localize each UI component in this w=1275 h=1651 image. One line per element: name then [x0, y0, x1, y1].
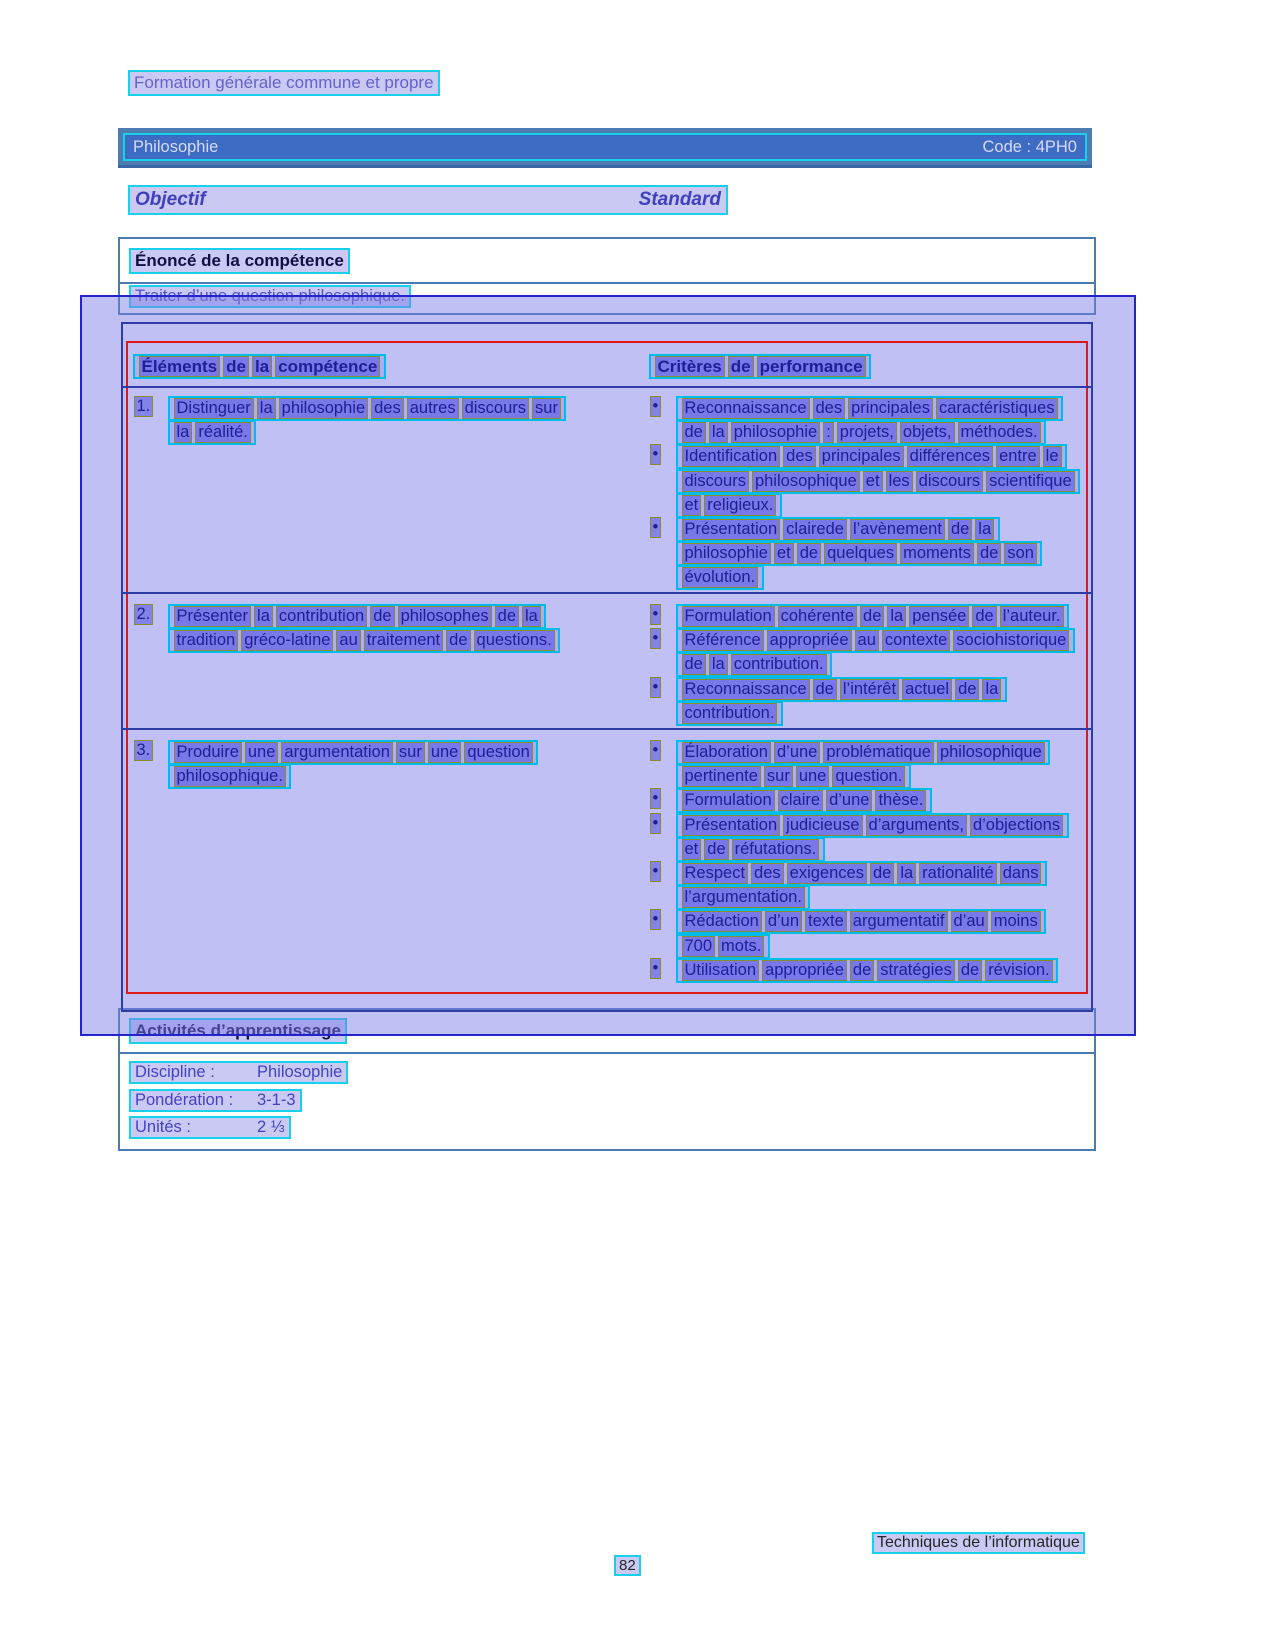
text-line	[620, 861, 1091, 885]
criterion-bullet: •	[650, 813, 662, 834]
word-highlight: philosophique	[937, 742, 1045, 763]
word-highlight: Élaboration	[682, 742, 771, 763]
course-header-bar	[118, 128, 1092, 168]
word-highlight: sur	[764, 766, 793, 787]
text-line	[132, 764, 620, 788]
word-highlight: entre	[996, 446, 1040, 467]
word-highlight: argumentation	[281, 742, 393, 763]
word-highlight: le	[1043, 446, 1062, 467]
word-highlight: la	[709, 654, 728, 675]
word-highlight: discours	[462, 398, 529, 419]
line-highlight	[168, 628, 560, 653]
activite-label: Unités :	[135, 1118, 191, 1136]
word-highlight: Formulation	[682, 606, 775, 627]
word-highlight: Présentation	[682, 519, 781, 540]
course-header-highlight	[123, 133, 1087, 161]
word-highlight: actuel	[902, 679, 952, 700]
text-line	[620, 813, 1091, 837]
word-highlight: la	[252, 356, 272, 377]
activites-header: Activités d’apprentissage	[129, 1018, 347, 1044]
word-highlight: sur	[396, 742, 425, 763]
word-highlight: Identification	[682, 446, 781, 467]
word-highlight: Formulation	[682, 790, 775, 811]
word-highlight: contexte	[882, 630, 950, 651]
word-highlight: de	[850, 960, 874, 981]
word-highlight: la	[709, 422, 728, 443]
line-highlight	[676, 469, 1080, 494]
word-highlight: question	[464, 742, 532, 763]
line-highlight	[676, 420, 1046, 445]
word-highlight: religieux.	[704, 495, 776, 516]
objectif-standard-row	[128, 185, 728, 215]
row-separator	[123, 386, 1091, 388]
criterion-bullet: •	[650, 909, 662, 930]
row-separator	[123, 728, 1091, 730]
line-highlight	[676, 541, 1042, 566]
word-highlight: philosophes	[398, 606, 492, 627]
word-highlight: la	[522, 606, 541, 627]
line-highlight	[676, 861, 1047, 886]
activite-label: Pondération :	[135, 1090, 234, 1109]
competence-row	[123, 396, 1091, 590]
criterion-bullet: •	[650, 517, 662, 538]
word-highlight: réfutations.	[732, 839, 820, 860]
word-highlight: projets,	[837, 422, 897, 443]
line-highlight	[676, 604, 1069, 629]
word-highlight: philosophique.	[174, 766, 286, 787]
text-line	[620, 740, 1091, 764]
activite-item	[129, 1089, 1094, 1117]
word-highlight: la	[975, 519, 994, 540]
word-highlight: et	[682, 495, 702, 516]
line-highlight	[168, 396, 566, 421]
line-highlight	[676, 885, 810, 910]
word-highlight: au	[855, 630, 879, 651]
line-highlight	[676, 444, 1067, 469]
criterion-bullet: •	[650, 958, 662, 979]
text-line	[620, 958, 1091, 982]
word-highlight: 700	[682, 936, 716, 957]
word-highlight: contribution	[276, 606, 367, 627]
word-highlight: scientifique	[986, 471, 1075, 492]
word-highlight: moins	[991, 911, 1041, 932]
word-highlight: l’intérêt	[840, 679, 899, 700]
word-highlight: principales	[819, 446, 904, 467]
word-highlight: Référence	[682, 630, 764, 651]
criteria-cell	[620, 396, 1091, 590]
activite-highlight	[129, 1116, 291, 1139]
word-highlight: caractéristiques	[936, 398, 1058, 419]
line-highlight	[649, 354, 871, 379]
element-number: 1.	[134, 396, 154, 417]
word-highlight: et	[682, 839, 702, 860]
word-highlight: de	[870, 863, 894, 884]
word-highlight: principales	[848, 398, 933, 419]
line-highlight	[676, 837, 825, 862]
criterion-bullet: •	[650, 628, 662, 649]
word-highlight: question.	[832, 766, 905, 787]
element-cell	[123, 396, 620, 590]
text-line	[132, 740, 620, 764]
word-highlight: de	[370, 606, 394, 627]
word-highlight: d’au	[951, 911, 988, 932]
word-highlight: la	[887, 606, 906, 627]
word-highlight: des	[751, 863, 784, 884]
word-highlight: performance	[757, 356, 866, 377]
word-highlight: des	[783, 446, 816, 467]
criterion-bullet: •	[650, 861, 662, 882]
word-highlight: clairede	[783, 519, 847, 540]
word-highlight: exigences	[787, 863, 867, 884]
line-highlight	[676, 909, 1046, 934]
text-line	[620, 420, 1091, 444]
line-highlight	[676, 677, 1007, 702]
text-line	[132, 628, 620, 652]
activite-label: Discipline :	[135, 1063, 215, 1081]
standard-label: Standard	[638, 189, 721, 210]
word-highlight: de	[860, 606, 884, 627]
line-highlight	[676, 788, 932, 813]
word-highlight: la	[254, 606, 273, 627]
text-line	[620, 628, 1091, 652]
word-highlight: texte	[805, 911, 847, 932]
word-highlight: la	[897, 863, 916, 884]
text-line	[620, 885, 1091, 909]
word-highlight: philosophie	[682, 543, 771, 564]
word-highlight: de	[797, 543, 821, 564]
activite-value: 3-1-3	[257, 1090, 296, 1109]
text-line	[620, 909, 1091, 933]
text-line	[132, 604, 620, 628]
word-highlight: objets,	[900, 422, 955, 443]
text-line	[132, 420, 620, 444]
criterion-bullet: •	[650, 444, 662, 465]
line-highlight	[168, 420, 256, 445]
word-highlight: appropriée	[762, 960, 847, 981]
word-highlight: de	[948, 519, 972, 540]
word-highlight: de	[958, 960, 982, 981]
line-highlight	[676, 652, 832, 677]
activites-body	[120, 1054, 1094, 1144]
word-highlight: la	[982, 679, 1001, 700]
competence-row	[123, 740, 1091, 982]
line-highlight	[676, 934, 770, 959]
activite-highlight	[129, 1061, 348, 1084]
text-line	[620, 469, 1091, 493]
word-highlight: gréco-latine	[241, 630, 333, 651]
word-highlight: de	[446, 630, 470, 651]
word-highlight: de	[682, 422, 706, 443]
word-highlight: une	[428, 742, 462, 763]
word-highlight: discours	[682, 471, 749, 492]
word-highlight: discours	[916, 471, 983, 492]
elements-header	[123, 354, 620, 379]
word-highlight: cohérente	[778, 606, 857, 627]
line-highlight	[168, 740, 538, 765]
word-highlight: de	[704, 839, 728, 860]
document-title-highlight: Formation générale commune et propre	[128, 70, 440, 96]
word-highlight: questions.	[474, 630, 555, 651]
activite-item	[129, 1061, 1094, 1089]
activite-value: Philosophie	[257, 1063, 343, 1081]
line-highlight	[676, 493, 782, 518]
word-highlight: méthodes.	[958, 422, 1041, 443]
word-highlight: philosophie	[731, 422, 820, 443]
word-highlight: une	[796, 766, 830, 787]
line-highlight	[133, 354, 386, 379]
criterion-bullet: •	[650, 677, 662, 698]
enonce-header: Énoncé de la compétence	[129, 248, 350, 274]
word-highlight: Produire	[174, 742, 242, 763]
word-highlight: moments	[900, 543, 974, 564]
word-highlight: quelques	[824, 543, 897, 564]
row-separator	[123, 592, 1091, 594]
text-line	[620, 701, 1091, 725]
word-highlight: Utilisation	[682, 960, 760, 981]
word-highlight: Respect	[682, 863, 749, 884]
course-code: Code : 4PH0	[982, 137, 1077, 156]
word-highlight: de	[972, 606, 996, 627]
word-highlight: dans	[1000, 863, 1042, 884]
criteria-cell	[620, 740, 1091, 982]
line-highlight	[168, 604, 546, 629]
element-number: 2.	[134, 604, 154, 625]
word-highlight: pertinente	[682, 766, 761, 787]
competence-table	[121, 322, 1093, 1012]
text-line	[620, 396, 1091, 420]
word-highlight: Éléments	[139, 356, 221, 377]
word-highlight: mots.	[718, 936, 764, 957]
word-highlight: l’avènement	[850, 519, 945, 540]
objectif-label: Objectif	[135, 189, 206, 210]
text-line	[620, 837, 1091, 861]
line-highlight	[676, 396, 1063, 421]
footer-page-number	[614, 1555, 641, 1576]
word-highlight: d’une	[774, 742, 820, 763]
word-highlight: Distinguer	[174, 398, 254, 419]
word-highlight: Présenter	[174, 606, 252, 627]
line-highlight	[676, 565, 764, 590]
text-line	[620, 604, 1091, 628]
element-cell	[123, 604, 620, 725]
word-highlight: rationalité	[919, 863, 997, 884]
word-highlight: autres	[407, 398, 459, 419]
footer-page-highlight: 82	[614, 1555, 641, 1576]
word-highlight: problématique	[823, 742, 934, 763]
criterion-bullet: •	[650, 740, 662, 761]
word-highlight: l’argumentation.	[682, 887, 805, 908]
word-highlight: les	[886, 471, 913, 492]
word-highlight: et	[863, 471, 883, 492]
word-highlight: tradition	[174, 630, 239, 651]
word-highlight: Reconnaissance	[682, 679, 810, 700]
word-highlight: stratégies	[877, 960, 955, 981]
word-highlight: Critères	[655, 356, 725, 377]
word-highlight: des	[813, 398, 846, 419]
competence-row	[123, 604, 1091, 725]
criteria-cell	[620, 604, 1091, 725]
text-line	[620, 565, 1091, 589]
word-highlight: judicieuse	[783, 815, 862, 836]
criterion-bullet: •	[650, 788, 662, 809]
word-highlight: des	[371, 398, 404, 419]
word-highlight: de	[728, 356, 754, 377]
word-highlight: évolution.	[682, 567, 759, 588]
word-highlight: et	[774, 543, 794, 564]
word-highlight: claire	[778, 790, 823, 811]
word-highlight: de	[813, 679, 837, 700]
course-title: Philosophie	[133, 137, 219, 156]
word-highlight: réalité.	[195, 422, 251, 443]
word-highlight: :	[823, 422, 834, 443]
word-highlight: de	[977, 543, 1001, 564]
word-highlight: de	[223, 356, 249, 377]
activite-highlight	[129, 1089, 302, 1112]
word-highlight: Présentation	[682, 815, 781, 836]
criterion-bullet: •	[650, 396, 662, 417]
element-cell	[123, 740, 620, 982]
word-highlight: contribution.	[682, 703, 778, 724]
word-highlight: différences	[907, 446, 993, 467]
word-highlight: argumentatif	[850, 911, 948, 932]
word-highlight: contribution.	[731, 654, 827, 675]
word-highlight: de	[495, 606, 519, 627]
criteres-header	[620, 354, 1091, 379]
word-highlight: sur	[532, 398, 561, 419]
word-highlight: de	[955, 679, 979, 700]
document-title	[128, 70, 440, 96]
line-highlight	[676, 517, 1000, 542]
word-highlight: compétence	[275, 356, 380, 377]
word-highlight: d’arguments,	[866, 815, 967, 836]
word-highlight: philosophie	[279, 398, 368, 419]
word-highlight: révision.	[985, 960, 1052, 981]
line-highlight	[676, 813, 1069, 838]
word-highlight: appropriée	[767, 630, 852, 651]
word-highlight: d’un	[765, 911, 802, 932]
text-line	[620, 652, 1091, 676]
word-highlight: au	[336, 630, 360, 651]
text-line	[620, 541, 1091, 565]
word-highlight: d’objections	[970, 815, 1063, 836]
word-highlight: la	[174, 422, 193, 443]
enonce-header-row	[120, 239, 1094, 284]
footer-program	[872, 1532, 1085, 1554]
line-highlight	[676, 628, 1075, 653]
text-line	[620, 788, 1091, 812]
footer-program-highlight: Techniques de l’informatique	[872, 1532, 1085, 1554]
text-line	[132, 396, 620, 420]
competence-table-header	[123, 354, 1091, 379]
activite-item	[129, 1116, 1094, 1144]
word-highlight: Reconnaissance	[682, 398, 810, 419]
word-highlight: la	[257, 398, 276, 419]
word-highlight: son	[1004, 543, 1037, 564]
word-highlight: d’une	[826, 790, 872, 811]
criterion-bullet: •	[650, 604, 662, 625]
line-highlight	[168, 764, 291, 789]
text-line	[620, 444, 1091, 468]
text-line	[620, 493, 1091, 517]
line-highlight	[676, 764, 911, 789]
word-highlight: Rédaction	[682, 911, 762, 932]
activite-value: 2 ⅓	[257, 1118, 285, 1136]
text-line	[620, 517, 1091, 541]
word-highlight: une	[245, 742, 279, 763]
word-highlight: thèse.	[875, 790, 926, 811]
word-highlight: l’auteur.	[1000, 606, 1064, 627]
word-highlight: traitement	[364, 630, 443, 651]
word-highlight: pensée	[909, 606, 969, 627]
word-highlight: philosophique	[752, 471, 860, 492]
word-highlight: sociohistorique	[953, 630, 1069, 651]
text-line	[620, 764, 1091, 788]
line-highlight	[676, 740, 1050, 765]
line-highlight	[676, 701, 783, 726]
text-line	[620, 934, 1091, 958]
text-line	[620, 677, 1091, 701]
word-highlight: de	[682, 654, 706, 675]
enonce-statement: Traiter d’une question philosophique.	[129, 285, 411, 308]
element-number: 3.	[134, 740, 154, 761]
line-highlight	[676, 958, 1058, 983]
